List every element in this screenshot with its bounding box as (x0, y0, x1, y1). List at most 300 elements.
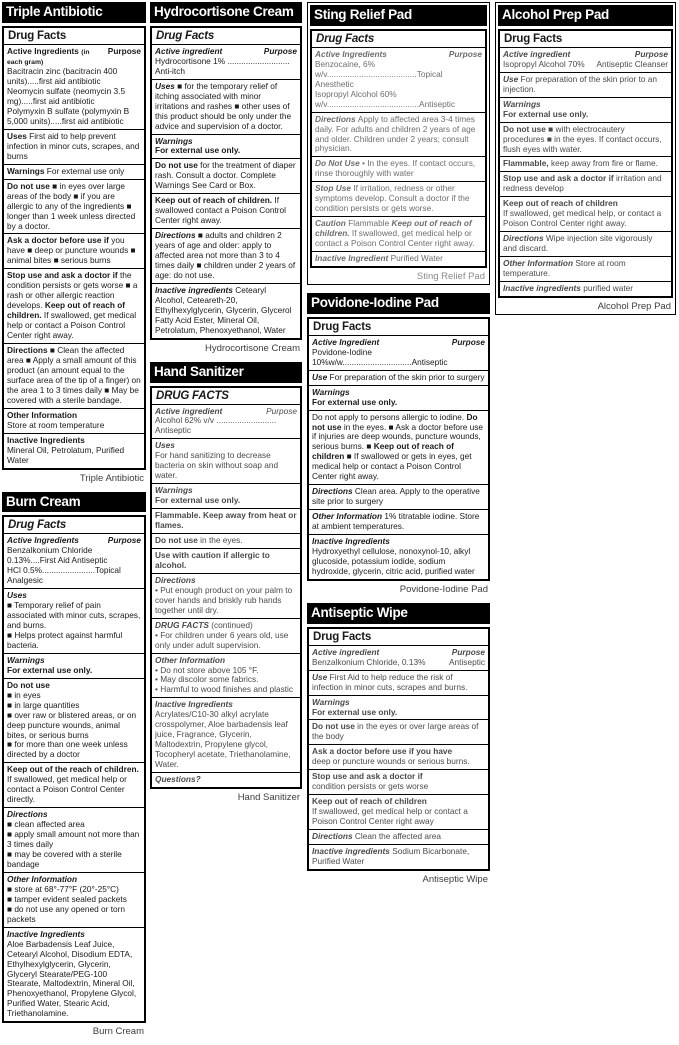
facts-section (312, 47, 485, 112)
facts-section (309, 385, 488, 410)
text-span: Keep out of reach of children. (315, 218, 472, 239)
facts-line (7, 740, 141, 760)
facts-line (7, 236, 141, 266)
facts-line (7, 446, 141, 466)
facts-section (309, 769, 488, 794)
text-span: First Aid to help reduce the risk of infection in minor cuts, scrapes and burns. (312, 671, 468, 692)
text-span: First aid to help prevent infection in minor cuts, scrapes, and burns (7, 130, 140, 161)
text-span: Do not apply to persons allergic to iodine. (312, 411, 467, 422)
facts-section (500, 256, 671, 281)
facts-section (4, 408, 144, 433)
text-span: Stop use and ask a doctor if (7, 270, 120, 281)
text-span: For preparation of the skin prior to an injection. (503, 73, 658, 94)
line-left (7, 47, 104, 67)
text-span: If swallowed, get medical help or contact a Poison Control Center right away. (315, 228, 475, 249)
facts-section (309, 744, 488, 769)
facts-line (312, 722, 485, 742)
drug-facts-heading: Drug Facts (504, 32, 563, 45)
facts-line (7, 421, 141, 431)
drug-facts-box (310, 29, 487, 268)
facts-section (309, 794, 488, 829)
facts-line (7, 666, 141, 676)
text-span: Uses (155, 80, 178, 91)
text-span: Benzocaine, 6% w/v.......................................Topical Anesthetic (315, 58, 443, 89)
text-span: Hydrocortisone 1% ........................... Anti-itch (155, 55, 290, 76)
panel-antiseptic-wipe (307, 603, 490, 885)
line-left (503, 60, 585, 70)
text-span: Isopropyl Alcohol 60% w/v........................................Antiseptic (315, 88, 456, 109)
facts-line (312, 398, 485, 408)
text-span: Directions (315, 113, 358, 124)
text-span: Use (503, 73, 521, 84)
drug-facts-box (307, 317, 490, 581)
text-span: ■ may be covered with a sterile bandage (7, 849, 122, 869)
facts-line (312, 658, 485, 668)
text-span: Use with caution if allergic to alcohol. (155, 549, 270, 570)
facts-section (152, 772, 300, 787)
facts-line (7, 67, 141, 87)
facts-line (315, 254, 482, 264)
facts-line (7, 87, 141, 107)
panel-caption: Hydrocortisone Cream (204, 342, 300, 354)
text-span: Sodium Bicarbonate, Purified Water (312, 846, 470, 866)
facts-section (152, 573, 300, 618)
text-span: Keep out of the reach of children. (7, 764, 139, 775)
facts-section (312, 181, 485, 216)
facts-section (152, 283, 300, 338)
text-span: deep or puncture wounds or serious burns. (312, 756, 470, 767)
panel-caption: Antiseptic Wipe (422, 873, 488, 885)
text-span: Antiseptic Cleanser (596, 58, 668, 69)
facts-section (309, 335, 488, 370)
text-span: Do not use (312, 411, 478, 432)
text-span: Inactive ingredients (312, 846, 393, 856)
panel-hydrocortisone-cream (150, 2, 302, 354)
text-span: Active Ingredients (7, 45, 82, 56)
facts-line (155, 416, 297, 436)
line-right (449, 50, 482, 60)
facts-section (152, 697, 300, 772)
facts-section (500, 47, 671, 72)
text-span: Inactive ingredients (155, 284, 236, 295)
facts-section (500, 72, 671, 97)
column-3 (307, 2, 490, 893)
facts-line (503, 75, 668, 95)
text-span: Inactive Ingredient (315, 253, 391, 264)
facts-line (155, 710, 297, 770)
text-span: • Do not store above 105 °F. (155, 664, 259, 675)
facts-line (503, 125, 668, 155)
line-right (452, 338, 485, 348)
panel-title: Hydrocortisone Cream (150, 2, 302, 23)
facts-line (155, 451, 297, 481)
text-span: For external use only. (155, 145, 241, 156)
panel-alcohol-prep-pad (495, 2, 676, 315)
facts-section (309, 484, 488, 509)
text-span: Do not use (503, 123, 549, 134)
facts-section (4, 872, 144, 927)
facts-line (7, 905, 141, 925)
text-span: Directions (503, 233, 546, 244)
facts-section (4, 233, 144, 268)
text-span: Antiseptic (449, 656, 485, 667)
text-span: For preparation of the skin prior to surgery (329, 371, 485, 382)
text-span: Inactive Ingredients (7, 928, 85, 939)
text-span: Bacitracin zinc (bacitracin 400 units).....first aid antibiotic (7, 66, 118, 87)
facts-line (312, 673, 485, 693)
text-span: Use (312, 371, 330, 382)
panel-povidone-iodine-pad (307, 293, 490, 595)
text-span: Apply to affected area 3-4 times daily. For adults and children 2 years of age and older. Children under 2 years; consult physician. (315, 113, 476, 154)
panel-caption: Burn Cream (92, 1026, 144, 1038)
panel-caption: Sting Relief Pad (416, 270, 485, 282)
text-span: Uses (155, 440, 175, 451)
facts-line (7, 711, 141, 741)
facts-section (309, 410, 488, 485)
facts-line (155, 286, 297, 336)
text-span: • In the eyes. If contact occurs, rinse thoroughly with water (315, 158, 476, 179)
text-span: ■ for the temporary relief of itching associated with minor irritations and rashes ■ other uses of this product should be only under the advice and supervision of a doctor. (155, 80, 292, 131)
text-span: ■ If swallowed or gets in eyes, get medical help or contact a Poison Control Center right away. (312, 451, 472, 482)
facts-section (4, 164, 144, 179)
text-span: Use (312, 671, 330, 682)
text-span: Warnings (7, 165, 47, 176)
facts-line (312, 512, 485, 532)
facts-section (152, 158, 300, 193)
text-span: DRUG FACTS (155, 619, 209, 630)
facts-section (152, 508, 300, 533)
text-span: If swallowed, get medical help or contact a Poison Control Center directly. (7, 774, 127, 805)
text-span: in the eyes. ■ Ask a doctor before use if injuries are deep wounds, puncture wounds, serious burns. ■ (312, 421, 484, 452)
facts-line (7, 546, 141, 566)
facts-line (7, 631, 141, 651)
text-span: Purpose (266, 405, 297, 416)
text-span: purified water (583, 282, 634, 293)
text-span: Inactive Ingredients (155, 699, 233, 710)
facts-line (312, 832, 485, 842)
text-span: the condition persists or gets worse ■ a rash or other allergic reaction develops. (7, 270, 138, 311)
column-1 (2, 2, 146, 1045)
text-span: ■ store at 68°-77°F (20°-25°C) (7, 883, 119, 894)
facts-section (152, 404, 300, 439)
line-right (108, 536, 141, 546)
facts-section (152, 618, 300, 653)
facts-section (4, 179, 144, 234)
facts-section (4, 44, 144, 129)
drug-facts-heading: Drug Facts (8, 29, 67, 42)
text-span: Directions (312, 486, 355, 497)
text-span: Flammable, (503, 158, 549, 169)
panel-caption: Alcohol Prep Pad (597, 300, 671, 312)
facts-section (4, 653, 144, 678)
facts-line (155, 82, 297, 132)
facts-section (500, 156, 671, 171)
text-span: Warnings (312, 386, 350, 397)
facts-line (7, 566, 141, 586)
facts-section (152, 483, 300, 508)
text-span: Povidone-Iodine 10%w/w..............................Antiseptic (312, 346, 448, 367)
facts-section (500, 171, 671, 196)
text-span: HCl 0.5%.......................Topical Analgesic (7, 565, 121, 586)
panel-caption: Povidone-Iodine Pad (399, 583, 488, 595)
text-span: Mineral Oil, Petrolatum, Purified Water (7, 444, 125, 465)
text-span: Active ingredient (155, 405, 223, 416)
facts-line (7, 830, 141, 850)
text-span: If swallowed, get medical help or contact a Poison Control Center right away. (7, 310, 137, 341)
facts-section (4, 268, 144, 343)
drug-facts-heading: Drug Facts (313, 320, 372, 333)
facts-line (7, 182, 141, 232)
text-span: ■ Clean the affected area ■ Apply a small amount of this product (an amount equal to the surface area of the tip of a finger) on the area 1 to 3 times daily ■ May be covered with a sterile bandage. (7, 345, 141, 405)
panel-caption: Hand Sanitizer (237, 791, 300, 803)
text-span: Hydroxyethyl cellulose, nonoxynol-10, alkyl glucoside, potassium iodide, sodium hydroxide, glycerin, citric acid, purified water (312, 546, 475, 576)
text-span: Purpose (263, 45, 297, 56)
text-span: Directions (312, 831, 355, 842)
text-span: ■ in eyes over large areas of the body ■ if you are allergic to any of the ingredients ■ longer than 1 week unless directed by a doctor. (7, 180, 136, 231)
facts-section (309, 670, 488, 695)
facts-section (312, 156, 485, 181)
text-span: • Harmful to wood finishes and plastic (155, 684, 294, 695)
text-span: If irritation, redness or other symptoms develop. Consult a doctor if the condition persists or gets worse. (315, 183, 470, 214)
text-span: Aloe Barbadensis Leaf Juice, Cetearyl Alcohol, Disodium EDTA, Ethylhexylglycerin, Glycerin, Glyceryl Stearate/PEG-100 Stearate, Maltodextrin, Mineral Oil, Phenoxyethanol, Propylene Glycol, Purified Water, Stearic Acid, Triethanolamine. (7, 938, 137, 1019)
panel-title: Sting Relief Pad (310, 5, 487, 26)
facts-section (309, 695, 488, 720)
text-span: Do not use (7, 180, 53, 191)
text-span: in the eyes. (197, 535, 243, 546)
text-span: Warnings (503, 98, 541, 109)
panel-title: Burn Cream (2, 492, 146, 513)
text-span: Caution (315, 218, 349, 229)
facts-line (155, 551, 297, 571)
text-span: ■ with electrocautery procedures ■ in the eyes. If contact occurs, flush eyes with water. (503, 123, 662, 154)
facts-line (315, 219, 482, 249)
facts-section (152, 193, 300, 228)
panel-hand-sanitizer (150, 362, 302, 803)
text-span: you have ■ deep or puncture wounds ■ animal bites ■ serious burns (7, 235, 136, 266)
text-span: Do not use (7, 679, 50, 690)
text-span: Do Not Use (315, 158, 363, 169)
text-span: Flammable. Keep away from heat or flames. (155, 510, 297, 531)
text-span: Keep out of reach of children (312, 441, 454, 462)
facts-section (4, 433, 144, 468)
drug-facts-box (2, 26, 146, 470)
panel-title: Povidone-Iodine Pad (307, 293, 490, 314)
facts-section (152, 438, 300, 483)
text-span: Purpose (451, 646, 485, 657)
text-span: Ask a doctor before use if you have (312, 746, 453, 757)
drug-facts-heading: Drug Facts (316, 32, 375, 45)
text-span: Stop use and ask a doctor if (312, 771, 423, 782)
facts-line (155, 586, 297, 616)
facts-section (500, 196, 671, 231)
text-span: Active ingredient (503, 48, 571, 59)
text-span: ■ do not use any opened or torn packets (7, 903, 126, 924)
text-span: Clean the affected area (354, 831, 441, 842)
line-right (108, 47, 141, 67)
facts-line (7, 775, 141, 805)
text-span: ■ clean affected area (7, 819, 85, 830)
facts-line (312, 847, 485, 867)
text-span: Other Information (503, 258, 576, 269)
facts-line (503, 110, 668, 120)
panel-title: Triple Antibiotic (2, 2, 146, 23)
text-span: Neomycin sulfate (neomycin 3.5 mg).....first aid antibiotic (7, 86, 126, 107)
drug-facts-heading: DRUG FACTS (156, 389, 229, 402)
facts-section (309, 829, 488, 844)
text-span: Directions (7, 345, 50, 356)
facts-line (155, 685, 297, 695)
facts-section (4, 927, 144, 1022)
text-span: For external use only. (503, 108, 589, 119)
facts-line (312, 348, 485, 368)
text-span: Warnings (155, 485, 193, 496)
facts-section (309, 509, 488, 534)
text-span: For external use only. (312, 706, 398, 717)
text-span: ■ Temporary relief of pain associated with minor cuts, scrapes, and burns. (7, 600, 141, 630)
facts-section (152, 653, 300, 698)
text-span: ■ Helps protect against harmful bacteria. (7, 629, 123, 650)
facts-line (312, 708, 485, 718)
text-span: Directions (7, 809, 48, 820)
text-span: Purpose (107, 45, 141, 56)
facts-section (4, 588, 144, 653)
panel-burn-cream (2, 492, 146, 1038)
text-span: Purpose (634, 48, 668, 59)
facts-section (152, 533, 300, 548)
text-span: (continued) (208, 619, 253, 630)
text-span: Warnings (312, 696, 350, 707)
facts-section (500, 231, 671, 256)
facts-section (4, 762, 144, 807)
facts-section (309, 534, 488, 579)
column-2 (150, 2, 302, 811)
facts-line (503, 234, 668, 254)
text-span: Ask a doctor before use if (7, 235, 112, 246)
facts-section (500, 122, 671, 157)
facts-section (309, 719, 488, 744)
facts-line (503, 209, 668, 229)
facts-line (315, 184, 482, 214)
text-span: Acrylates/C10-30 alkyl acrylate crosspolymer, Aloe barbadensis leaf juice, Fragrance, Glycerin, Maltodextrin, Propylene glycol, Tocopheryl acetate, Triethanolamine, Water. (155, 709, 291, 770)
text-span: (in each gram) (7, 48, 90, 67)
panel-title: Hand Sanitizer (150, 362, 302, 383)
facts-line (155, 231, 297, 281)
panel-caption: Triple Antibiotic (79, 472, 144, 484)
facts-section (4, 807, 144, 872)
text-span: If swallowed, get medical help, or contact a Poison Control Center right away. (503, 208, 662, 229)
text-span: • For children under 6 years old, use only under adult supervision. (155, 629, 289, 650)
text-span: in the eyes or over large areas of the body (312, 721, 479, 742)
text-span: Do not use (155, 535, 198, 546)
text-span: • Put enough product on your palm to cover hands and briskly rub hands together until dry. (155, 584, 293, 615)
facts-line (315, 90, 482, 110)
text-span: Polymyxin B sulfate (polymyxin B 5,000 units).....first aid antibiotic (7, 106, 130, 126)
facts-line (155, 511, 297, 531)
line-left (312, 658, 425, 668)
text-span: Active Ingredient (312, 336, 380, 347)
text-span: For external use only. (312, 396, 398, 407)
facts-section (309, 844, 488, 869)
drug-facts-box (150, 386, 302, 789)
text-span: Do not use (155, 160, 201, 171)
facts-line (155, 496, 297, 506)
drug-facts-box (307, 627, 490, 871)
text-span: Directions (155, 230, 198, 241)
facts-line (7, 850, 141, 870)
facts-line (315, 115, 482, 155)
facts-line (7, 940, 141, 1020)
line-right (449, 658, 485, 668)
column-4 (495, 2, 676, 323)
facts-section (152, 134, 300, 159)
facts-section (309, 645, 488, 670)
text-span: Stop use and ask a doctor if (503, 173, 616, 184)
facts-section (500, 97, 671, 122)
line-right (597, 60, 668, 70)
facts-section (152, 44, 300, 79)
facts-line (7, 107, 141, 127)
text-span: ■ in large quantities (7, 699, 80, 710)
facts-line (7, 601, 141, 631)
facts-section (500, 281, 671, 296)
facts-line (155, 161, 297, 191)
facts-line (315, 60, 482, 90)
text-span: irritation and redness develop (503, 173, 662, 194)
facts-line (503, 174, 668, 194)
facts-line (7, 47, 141, 67)
text-span: Keep out of reach of children. (7, 300, 126, 321)
facts-section (4, 678, 144, 763)
text-span: ■ over raw or blistered areas, or on deep puncture wounds, animal bites, or serious burns (7, 709, 137, 740)
text-span: Inactive ingredients (503, 282, 584, 293)
facts-line (312, 807, 485, 827)
text-span: Purpose (451, 336, 485, 347)
drug-facts-box (150, 26, 302, 340)
facts-line (312, 547, 485, 577)
text-span: ■ apply small amount not more than 3 times daily (7, 829, 140, 850)
text-span: For external use only. (7, 664, 93, 675)
facts-section (4, 129, 144, 164)
text-span: Clean area. Apply to the operative site prior to surgery (312, 486, 480, 507)
text-span: • May discolor some fabrics. (155, 674, 259, 685)
text-span: Wipe injection site vigorously and discard. (503, 233, 653, 254)
facts-line (155, 536, 297, 546)
text-span: Warnings (7, 654, 45, 665)
text-span: Alcohol 62% v/v .......................... Antiseptic (155, 415, 277, 436)
text-span: ■ tamper evident sealed packets (7, 893, 127, 904)
text-span: For external use only. (155, 495, 241, 506)
text-span: for the treatment of diaper rash. Consult a doctor. Complete Warnings See Card or Box. (155, 160, 296, 191)
text-span: If swallowed contact a Poison Control Center right away. (155, 195, 286, 226)
facts-line (312, 782, 485, 792)
text-span: ■ adults and children 2 years of age and older: apply to affected area not more than 3 to 4 times daily ■ children under 2 years of age: do not use. (155, 230, 296, 280)
panel-title: Antiseptic Wipe (307, 603, 490, 624)
text-span: Directions (155, 574, 196, 585)
facts-line (155, 631, 297, 651)
text-span: Other Information (7, 873, 78, 884)
facts-line (503, 159, 668, 169)
facts-line (7, 346, 141, 406)
text-span: For hand sanitizing to decrease bacteria on skin without soap and water. (155, 450, 279, 481)
text-span: Flammable (348, 218, 392, 229)
text-span: 1% titratable iodine. Store at ambient temperatures. (312, 511, 480, 532)
facts-section (312, 216, 485, 251)
facts-line (312, 757, 485, 767)
text-span: Keep out of reach of children (312, 796, 427, 807)
drug-facts-box (2, 515, 146, 1023)
facts-line (503, 259, 668, 279)
text-span: Store at room temperature (7, 419, 105, 430)
